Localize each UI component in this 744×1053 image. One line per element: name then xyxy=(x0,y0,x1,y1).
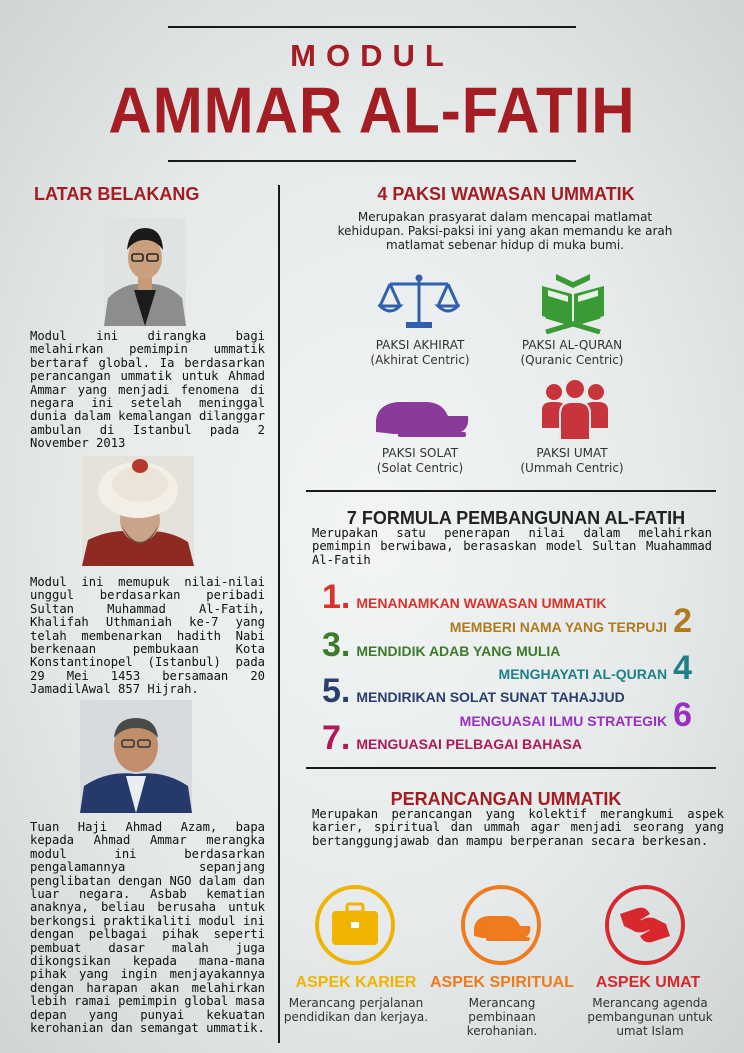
paksi-umat-label xyxy=(492,446,652,476)
perancangan-intro: Merupakan perancangan yang kolektif merangkumi aspek karier, spiritual dan ummah agar menjadi seorang yang bertanggungjawab dan mampu berperanan secara berkesan. xyxy=(312,807,724,848)
paksi-quran-name: PAKSI AL-QURAN xyxy=(521,338,623,352)
page-title: AMMAR AL-FATIH xyxy=(108,74,636,147)
divider-paksi-formula xyxy=(306,490,716,492)
latar-paragraph-2: Modul ini memupuk nilai-nilai unggul berdasarkan peribadi Sultan Muhammad Al-Fatih, Khalifah Uthmaniah ke-7 yang telah membenarkan hadith Nabi berkenaan pembukaan Kota Konstantinopel (Istanbul) pada 29 Mei 1453 bersamaan 20 JamadilAwal 857 Hijrah. xyxy=(30,575,265,697)
sultan-portrait xyxy=(82,456,194,566)
azam-photo xyxy=(80,700,192,813)
people-icon xyxy=(538,376,612,446)
formula-number-4: 4 xyxy=(673,649,692,687)
header-rule-top xyxy=(168,26,576,28)
column-divider xyxy=(278,185,280,1043)
formula-text-1: MENANAMKAN WAWASAN UMMATIK xyxy=(356,595,607,611)
formula-number-6: 6 xyxy=(673,696,692,734)
paksi-solat-label xyxy=(340,446,500,476)
scales-icon xyxy=(378,272,460,336)
formula-text-4: MENGHAYATI AL-QURAN xyxy=(498,666,668,682)
formula-text-6: MENGUASAI ILMU STRATEGIK xyxy=(459,713,668,729)
formula-text-5: MENDIRIKAN SOLAT SUNAT TAHAJJUD xyxy=(356,689,625,705)
paksi-akhirat-label xyxy=(340,338,500,368)
aspek-umat-desc: Merancang agenda pembangunan untuk umat Islam xyxy=(587,996,713,1038)
formula-text-3: MENDIDIK ADAB YANG MULIA xyxy=(356,643,561,659)
prostrate-icon xyxy=(460,884,542,970)
formula-text-2: MEMBERI NAMA YANG TERPUJI xyxy=(449,619,668,635)
aspek-karier-title: ASPEK KARIER xyxy=(295,974,417,991)
paksi-umat-sub: (Ummah Centric) xyxy=(520,461,624,475)
helping-hands-icon xyxy=(604,884,686,970)
formula-intro: Merupakan satu penerapan nilai dalam melahirkan pemimpin berwibawa, berasaskan model Sultan Muahammad Al-Fatih xyxy=(312,526,712,567)
formula-text-7: MENGUASAI PELBAGAI BAHASA xyxy=(356,736,582,752)
latar-heading: LATAR BELAKANG xyxy=(34,184,200,204)
divider-formula-perancangan xyxy=(306,767,716,769)
paksi-solat-sub: (Solat Centric) xyxy=(376,461,464,475)
quran-icon xyxy=(538,272,608,338)
aspek-spiritual-desc: Merancang pembinaan kerohanian. xyxy=(466,996,538,1038)
briefcase-icon xyxy=(314,884,396,970)
paksi-quran-sub: (Quranic Centric) xyxy=(520,353,624,367)
paksi-akhirat-sub: (Akhirat Centric) xyxy=(370,353,470,367)
aspek-spiritual-title: ASPEK SPIRITUAL xyxy=(429,974,574,991)
paksi-intro: Merupakan prasyarat dalam mencapai matlamat kehidupan. Paksi-paksi ini yang akan memandu ke arah matlamat sebenar hidup di muka bumi. xyxy=(337,210,673,252)
paksi-akhirat-name: PAKSI AKHIRAT xyxy=(375,338,465,352)
formula-number-2: 2 xyxy=(673,602,692,640)
paksi-umat-name: PAKSI UMAT xyxy=(536,446,608,460)
paksi-solat-name: PAKSI SOLAT xyxy=(381,446,459,460)
paksi-quran-label xyxy=(492,338,652,368)
aspek-umat-title: ASPEK UMAT xyxy=(595,974,701,991)
formula-item-7 xyxy=(322,721,582,755)
formula-number-1: 1. xyxy=(322,578,351,616)
page-kicker: MODUL xyxy=(290,38,454,73)
ammar-photo xyxy=(104,218,186,326)
formula-heading: 7 FORMULA PEMBANGUNAN AL-FATIH xyxy=(346,508,686,528)
latar-paragraph-1: Modul ini dirangka bagi melahirkan pemimpin ummatik bertaraf global. Ia berdasarkan perancangan ummatik untuk Ahmad Ammar yang menjadi fenomena di negara ini setelah meninggal dunia dalam kemalangan dilanggar ambulan di Istanbul pada 2 November 2013 xyxy=(30,329,265,451)
paksi-heading: 4 PAKSI WAWASAN UMMATIK xyxy=(377,184,635,204)
header-rule-bottom xyxy=(168,160,576,162)
formula-number-5: 5. xyxy=(322,672,351,710)
latar-paragraph-3: Tuan Haji Ahmad Azam, bapa kepada Ahmad Ammar merangka modul ini berdasarkan pengalamannya sepanjang penglibatan dengan NGO dalam dan luar negara. Asbab kematian anaknya, beliau berusaha untuk berkongsi praktikaliti modul ini dengan pelbagai pihak seperti pembuat dasar malah juga dikongsikan kepada mana-mana pihak yang ingin menjayakannya dengan harapan akan melahirkan lebih ramai pemimpin global masa depan yang punyai kekuatan kerohanian dan semangat ummatik. xyxy=(30,820,265,1036)
perancangan-heading: PERANCANGAN UMMATIK xyxy=(390,789,622,809)
prostrate-icon xyxy=(374,392,470,444)
aspek-karier-desc: Merancang perjalanan pendidikan dan kerjaya. xyxy=(283,996,429,1024)
formula-number-3: 3. xyxy=(322,626,351,664)
formula-number-7: 7. xyxy=(322,719,351,757)
